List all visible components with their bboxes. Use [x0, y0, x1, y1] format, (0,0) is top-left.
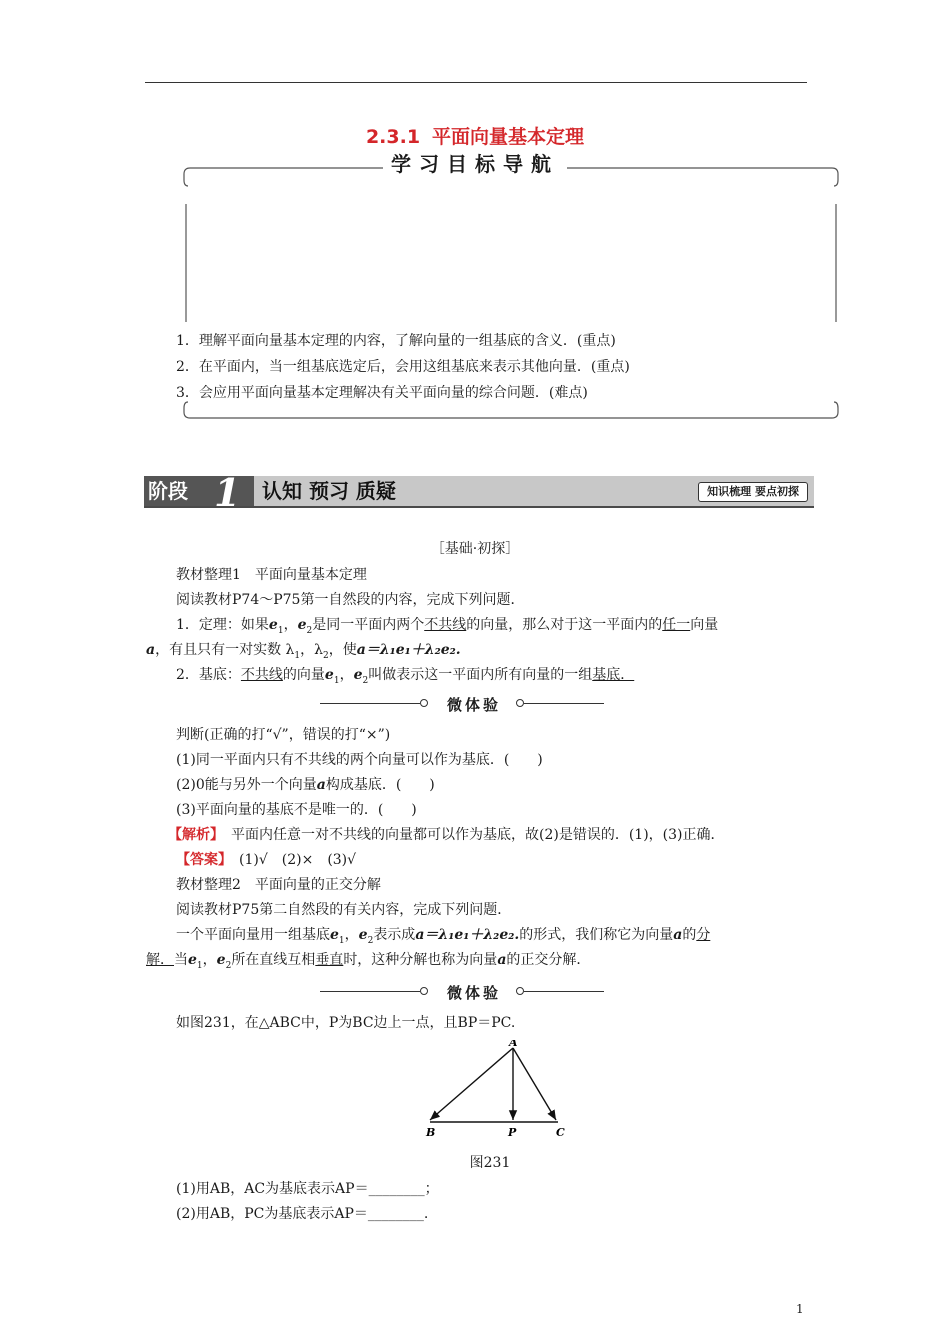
analysis: 【解析】 平面内任意一对不共线的向量都可以作为基底，故(2)是错误的．(1)，(3)正确．: [168, 827, 725, 843]
micro-experience-divider-2: 微体验: [320, 982, 604, 1002]
objectives-list: [176, 328, 630, 406]
figure-caption: 图231: [469, 1155, 511, 1171]
answer: 【答案】 (1)√ (2)× (3)√: [176, 852, 357, 868]
reading-2: 阅读教材P75第二自然段的有关内容，完成下列问题．: [176, 902, 512, 918]
question-3: (3)平面向量的基底不是唯一的．( ): [176, 802, 417, 818]
stage-tag: 知识梳理 要点初探: [698, 482, 808, 502]
header-rule: [145, 82, 807, 83]
section-title: 2.3.1 平面向量基本定理: [365, 126, 585, 148]
objective-item: 2．在平面内，当一组基底选定后，会用这组基底来表示其他向量．(重点): [176, 359, 630, 375]
triangle-figure: [420, 1040, 580, 1140]
objective-item: 1．理解平面向量基本定理的内容，了解向量的一组基底的含义．(重点): [176, 333, 616, 349]
label-P: P: [508, 1126, 517, 1139]
stage-label: 阶段: [144, 476, 254, 506]
orthogonal-line-1: 一个平面向量用一组基底$e_1$，$e_2$表示成a＝λ₁e₁＋λ₂e₂.的形式，我们称它为向量a的分: [176, 927, 711, 946]
reading-1: 阅读教材P74～P75第一自然段的内容，完成下列问题．: [176, 592, 525, 608]
orthogonal-line-2: 解．当$e_1$，$e_2$所在直线互相垂直时，这种分解也称为向量a的正交分解．: [146, 952, 591, 971]
objectives-heading: 学习目标导航: [0, 148, 950, 177]
example-intro: 如图231，在△ABC中，P为BC边上一点，且BP＝PC.: [176, 1015, 516, 1031]
stage-number: 1: [214, 470, 241, 515]
micro-experience-divider: 微体验: [320, 694, 604, 714]
topic-2: 教材整理2 平面向量的正交分解: [176, 877, 381, 893]
page-number: 1: [796, 1302, 804, 1316]
example-question-1: (1)用AB，AC为基底表示AP＝________；: [176, 1181, 439, 1197]
label-B: B: [426, 1126, 436, 1139]
stage-name: 认知 预习 质疑: [262, 479, 396, 503]
example-question-2: (2)用AB，PC为基底表示AP＝________.: [176, 1206, 429, 1222]
question-2: (2)0能与另外一个向量a构成基底．( ): [176, 777, 435, 793]
judge-instruction: 判断(正确的打“√”，错误的打“×”): [176, 727, 391, 743]
basic-label: ［基础·初探］: [430, 541, 520, 557]
objective-item: 3．会应用平面向量基本定理解决有关平面向量的综合问题．(难点): [176, 385, 588, 401]
question-1: (1)同一平面内只有不共线的两个向量可以作为基底．( ): [176, 752, 543, 768]
theorem-line-2: a，有且只有一对实数 $\lambda_1$，$\lambda_2$，使a＝λ₁e₁＋λ₂e₂.: [146, 642, 461, 661]
stage-banner: [144, 470, 814, 515]
label-A: A: [509, 1040, 518, 1049]
topic-1: 教材整理1 平面向量基本定理: [176, 567, 367, 583]
theorem-line-1: 1．定理：如果$e_1$，$e_2$是同一平面内两个不共线的向量，那么对于这一平面内的任一向量: [176, 617, 719, 636]
label-C: C: [556, 1126, 565, 1139]
basis-line: 2．基底：不共线的向量$e_1$，$e_2$叫做表示这一平面内所有向量的一组基底．: [176, 667, 635, 686]
